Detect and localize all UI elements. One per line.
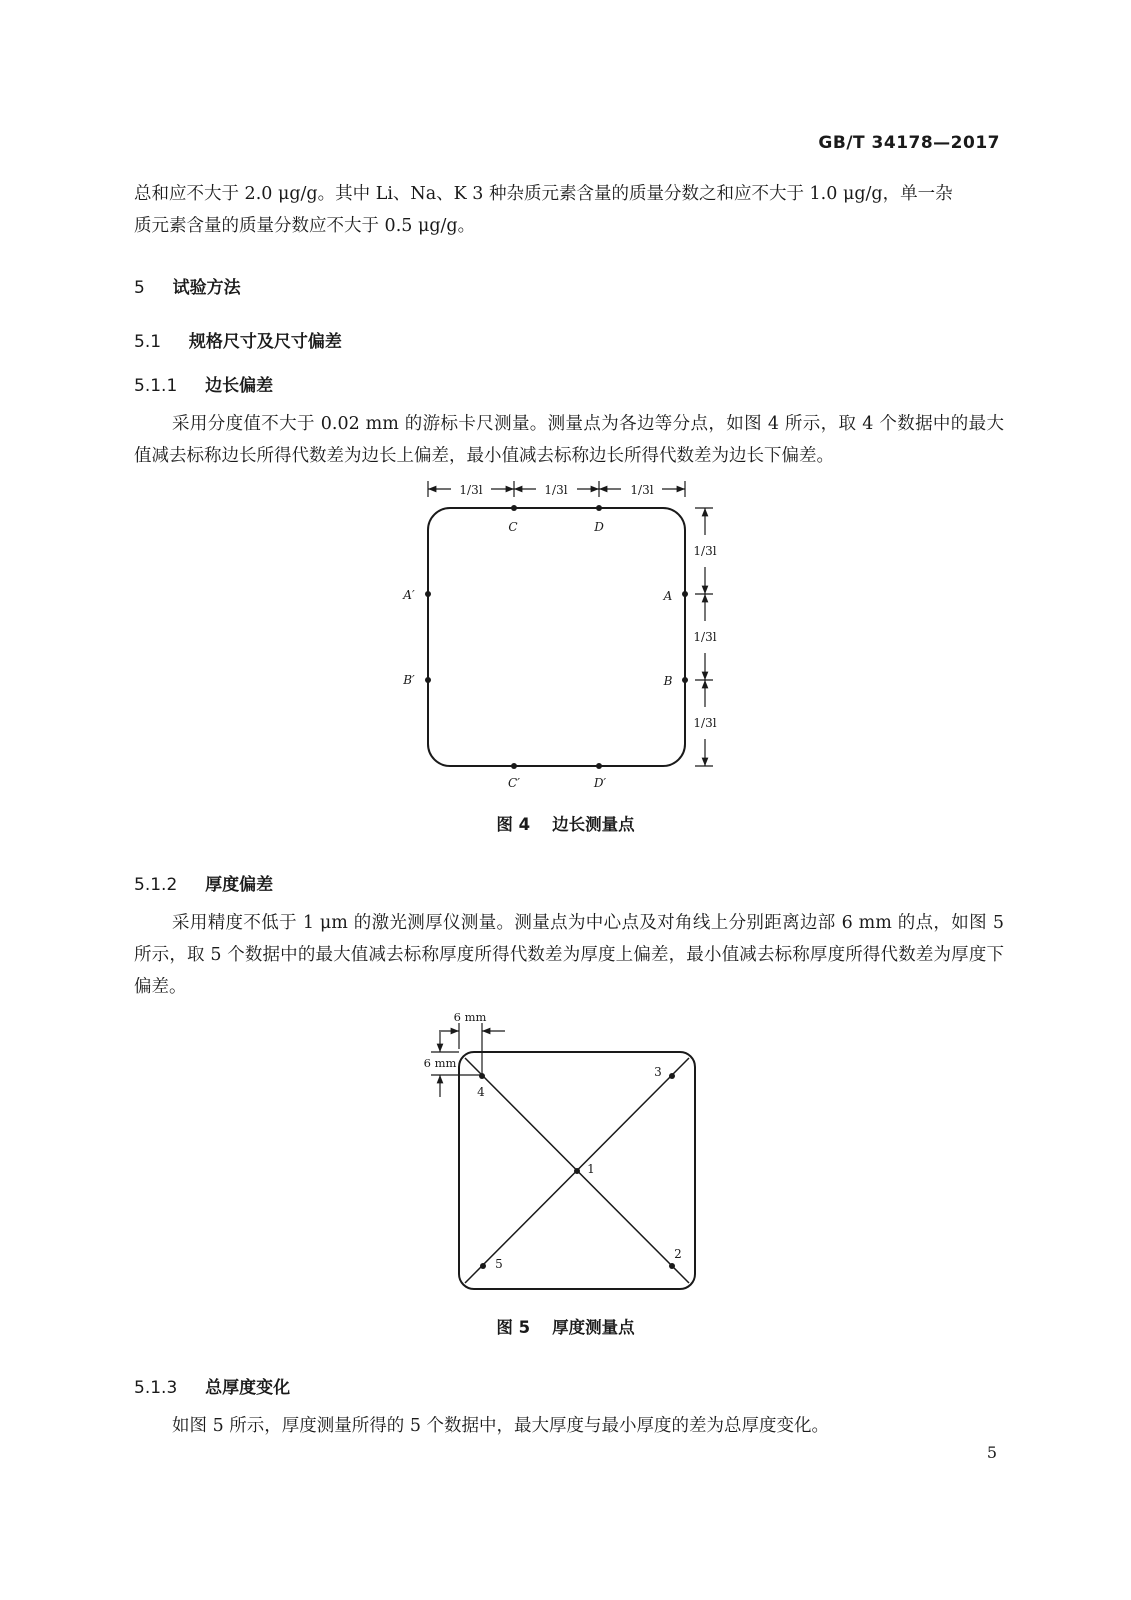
section-title: 试验方法: [172, 278, 241, 298]
label-A-prime: A′: [403, 588, 415, 602]
point-C: [511, 505, 517, 511]
section-5-1-2-text: 采用精度不低于 1 μm 的激光测厚仪测量。测量点为中心点及对角线上分别距离边部 6 mm 的点，如图 5 所示，取 5 个数据中的最大值减去标称厚度所得代数差为厚度上偏差，最小值减去标称厚度所得代数差为厚度下偏差。: [134, 913, 1004, 997]
section-title: 总厚度变化: [205, 1378, 291, 1398]
point-4: [479, 1073, 485, 1079]
label-D: D: [594, 520, 604, 534]
label-1: 1: [587, 1162, 595, 1176]
section-title: 边长偏差: [205, 376, 274, 396]
section-5-1-3-text: 如图 5 所示，厚度测量所得的 5 个数据中，最大厚度与最小厚度的差为总厚度变化。: [172, 1416, 830, 1436]
label-D-prime: D′: [593, 776, 607, 790]
figure-title: 边长测量点: [552, 815, 635, 834]
figure-5-caption: [0, 1314, 1131, 1338]
figure-number: 图 5: [496, 1318, 531, 1337]
point-A-prime: [425, 591, 431, 597]
section-number: 5.1.3: [134, 1378, 178, 1398]
point-D: [596, 505, 602, 511]
section-5-1-2-heading: [134, 870, 273, 895]
dim-label-right-3: 1/3l: [693, 716, 717, 730]
dim-label-horizontal: 6 mm: [453, 1010, 487, 1024]
dim-label-right-2: 1/3l: [693, 630, 717, 644]
section-number: 5.1.1: [134, 376, 178, 396]
point-2: [669, 1263, 675, 1269]
plate-outline: [428, 508, 685, 766]
point-C-prime: [511, 763, 517, 769]
section-title: 规格尺寸及尺寸偏差: [188, 332, 342, 352]
label-B-prime: B′: [403, 673, 415, 687]
label-3: 3: [654, 1065, 662, 1079]
label-2: 2: [674, 1247, 682, 1261]
figure-4-caption: [0, 811, 1131, 835]
intro-line-1: 总和应不大于 2.0 μg/g。其中 Li、Na、K 3 种杂质元素含量的质量分数之和应不大于 1.0 μg/g，单一杂: [134, 184, 953, 204]
point-1: [574, 1168, 580, 1174]
figure-number: 图 4: [496, 815, 531, 834]
label-A: A: [663, 589, 673, 603]
page-number: 5: [986, 1443, 997, 1462]
section-number: 5.1.2: [134, 875, 178, 895]
label-4: 4: [477, 1085, 485, 1099]
point-B: [682, 677, 688, 683]
section-5-1-3-heading: [134, 1373, 290, 1398]
section-5-1-1-heading: [134, 371, 273, 396]
figure-5-diagram: [415, 1005, 715, 1295]
dim-label-right-1: 1/3l: [693, 544, 717, 558]
label-5: 5: [495, 1257, 503, 1271]
label-C: C: [508, 520, 518, 534]
intro-paragraph: [134, 178, 1004, 242]
section-number: 5: [134, 278, 145, 298]
dim-label-top-1: 1/3l: [459, 483, 483, 497]
section-title: 厚度偏差: [205, 875, 274, 895]
point-B-prime: [425, 677, 431, 683]
point-3: [669, 1073, 675, 1079]
point-A: [682, 591, 688, 597]
dim-label-vertical: 6 mm: [423, 1056, 457, 1070]
label-C-prime: C′: [508, 776, 520, 790]
standard-code: GB/T 34178—2017: [818, 133, 1000, 153]
point-5: [480, 1263, 486, 1269]
figure-4-diagram: [395, 475, 735, 800]
section-5-1-1-text: 采用分度值不大于 0.02 mm 的游标卡尺测量。测量点为各边等分点，如图 4 所示，取 4 个数据中的最大值减去标称边长所得代数差为边长上偏差，最小值减去标称边长所得代数差为边长下偏差。: [134, 414, 1004, 466]
section-5-heading: [134, 273, 241, 298]
point-D-prime: [596, 763, 602, 769]
figure-title: 厚度测量点: [552, 1318, 635, 1337]
section-number: 5.1: [134, 332, 162, 352]
dim-label-top-3: 1/3l: [630, 483, 654, 497]
section-5-1-heading: [134, 327, 342, 352]
label-B: B: [663, 674, 673, 688]
dim-label-top-2: 1/3l: [544, 483, 568, 497]
intro-line-2: 质元素含量的质量分数应不大于 0.5 μg/g。: [134, 216, 476, 236]
